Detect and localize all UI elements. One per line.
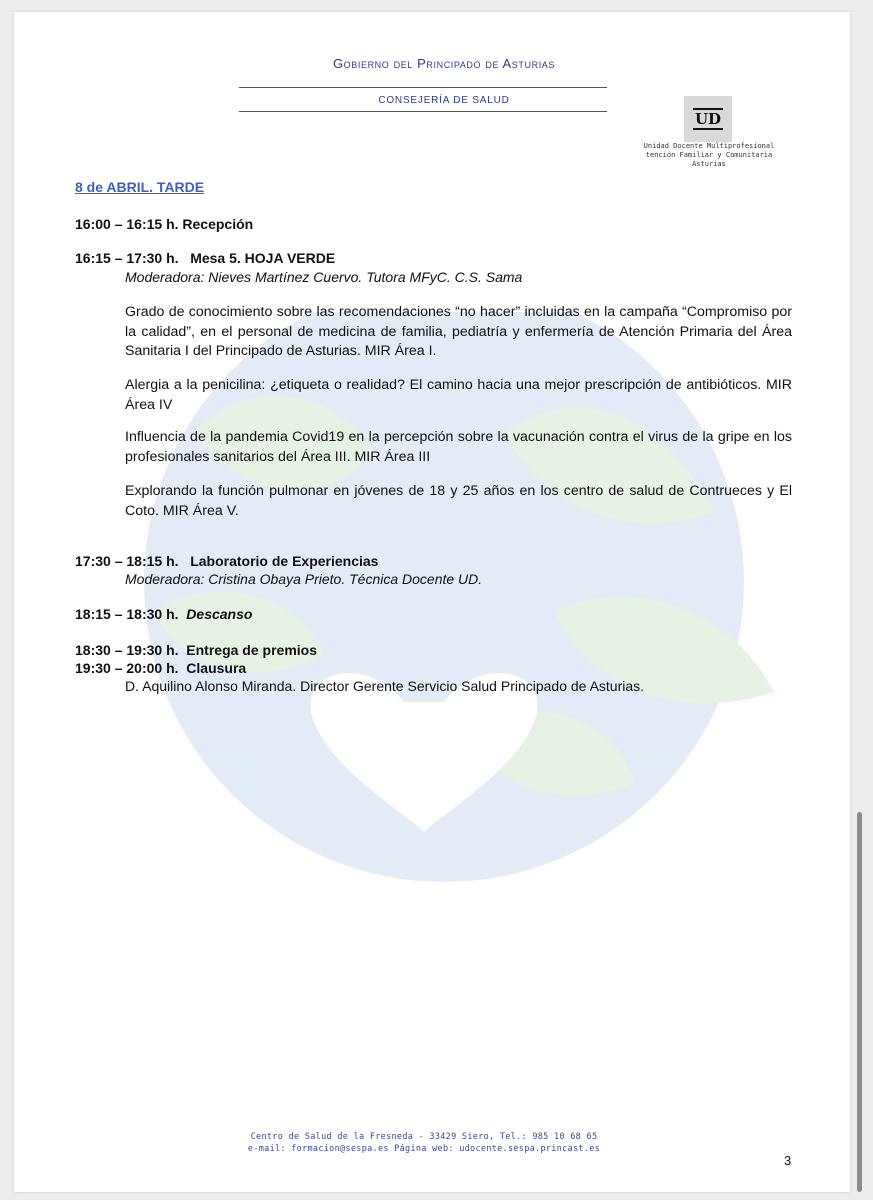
- ud-logo-caption: Unidad Docente Multiprofesional tención Familiar y Comunitaria Asturias: [643, 142, 775, 168]
- schedule-item-mesa5: 16:15 – 17:30 h. Mesa 5. HOJA VERDE: [75, 250, 336, 266]
- talk-paragraph-3: Influencia de la pandemia Covid19 en la percepción sobre la vacunación contra el virus de la gripe en los profesionales sanitarios del Área III. MIR Área III: [125, 429, 792, 465]
- schedule-item-descanso: 18:15 – 18:30 h. Descanso: [75, 606, 253, 622]
- talk-paragraph-2: Alergia a la penicilina: ¿etiqueta o realidad? El camino hacia una mejor prescripción de antibióticos. MIR Área IV: [125, 377, 792, 413]
- header-divider-bottom: [239, 111, 607, 112]
- document-page: [14, 12, 850, 1192]
- clausura-speaker: D. Aquilino Alonso Miranda. Director Gerente Servicio Salud Principado de Asturias.: [125, 678, 645, 694]
- talk-paragraph-4: Explorando la función pulmonar en jóvenes de 18 y 25 años en los centro de salud de Contrueces y El Coto. MIR Área V.: [125, 483, 792, 519]
- section-heading: 8 de ABRIL. TARDE: [75, 179, 205, 195]
- header-divider-top: [239, 87, 607, 88]
- footer-address: Centro de Salud de la Fresneda - 33429 Siero, Tel.: 985 10 68 65: [250, 1132, 598, 1142]
- mesa5-moderator: Moderadora: Nieves Martínez Cuervo. Tutora MFyC. C.S. Sama: [125, 269, 523, 285]
- schedule-item-premios: 18:30 – 19:30 h. Entrega de premios: [75, 642, 317, 658]
- ud-logo: UD: [684, 96, 732, 142]
- vertical-scrollbar[interactable]: [857, 812, 862, 1192]
- schedule-item-reception: 16:00 – 16:15 h. Recepción: [75, 216, 254, 232]
- talk-paragraph-1: Grado de conocimiento sobre las recomendaciones “no hacer” incluidas en la campaña “Compromiso por la calidad”, en el personal de medicina de familia, pediatría y enfermería de Atención Primaria del Área Sanitaria I del Principado de Asturias. MIR Área I.: [125, 304, 792, 359]
- schedule-item-laboratorio: 17:30 – 18:15 h. Laboratorio de Experiencias: [75, 553, 379, 569]
- page-number: 3: [784, 1153, 792, 1168]
- footer-contact: e-mail: formacion@sespa.es Página web: udocente.sespa.princast.es: [247, 1144, 601, 1154]
- schedule-item-clausura: 19:30 – 20:00 h. Clausura: [75, 660, 247, 676]
- government-title: Gobierno del Principado de Asturias: [332, 56, 556, 71]
- laboratorio-moderator: Moderadora: Cristina Obaya Prieto. Técnica Docente UD.: [125, 571, 483, 587]
- department-title: CONSEJERÍA DE SALUD: [378, 95, 510, 106]
